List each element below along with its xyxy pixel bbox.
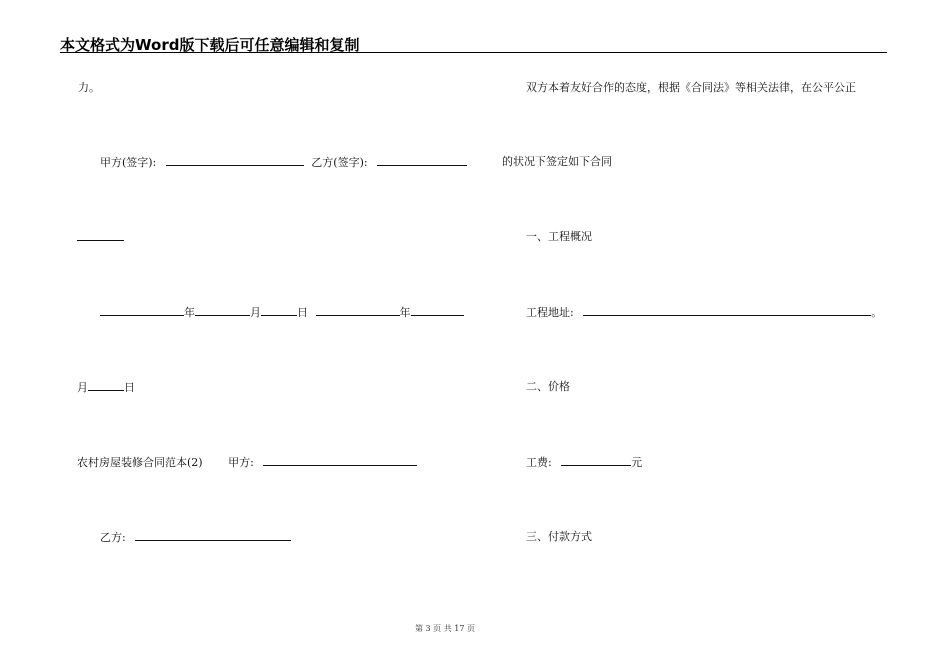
year-blank-2 <box>316 305 400 316</box>
fee-line <box>526 455 642 470</box>
signature-line <box>100 155 467 170</box>
section-3-heading: 三、付款方式 <box>526 530 592 543</box>
contract-title: 农村房屋装修合同范本(2) <box>77 456 203 469</box>
party-a-sign-blank <box>166 155 304 166</box>
document-header-title: 本文格式为Word版下载后可任意编辑和复制 <box>60 36 360 54</box>
page-number: 第 3 页 共 17 页 <box>415 624 475 633</box>
section-1-heading: 一、工程概况 <box>526 230 592 243</box>
party-a-label: 甲方: <box>228 456 254 469</box>
month-mark-1: 月 <box>250 306 261 319</box>
intro-text-1: 双方本着友好合作的态度，根据《合同法》等相关法律，在公平公正 <box>526 81 856 94</box>
party-a-sign-label: 甲方(签字): <box>100 156 157 169</box>
fee-label: 工费: <box>526 456 552 469</box>
year-mark-2: 年 <box>399 306 411 319</box>
day-blank-1 <box>261 305 297 316</box>
party-b-line <box>100 530 291 545</box>
day-mark-1: 日 <box>297 306 308 319</box>
year-mark-1: 年 <box>184 306 195 319</box>
party-a-blank <box>263 455 417 466</box>
month-mark-2: 月 <box>77 381 88 394</box>
date-line <box>100 305 464 320</box>
day-mark-2: 日 <box>124 381 135 394</box>
month-blank-1 <box>195 305 250 316</box>
text-li: 力。 <box>78 81 100 94</box>
fee-unit: 元 <box>631 456 643 469</box>
party-b-label: 乙方: <box>100 531 126 544</box>
continuation-blank <box>77 230 124 241</box>
section-2-heading: 二、价格 <box>526 380 570 393</box>
header-divider <box>60 52 887 53</box>
party-b-sign-label: 乙方(签字): <box>311 156 368 169</box>
date-line-continuation <box>77 380 135 395</box>
intro-text-2: 的状况下签定如下合同 <box>502 155 612 168</box>
year-blank-1 <box>100 305 184 316</box>
month-continuation-blank <box>411 305 464 316</box>
address-blank <box>583 305 871 316</box>
address-end-mark: 。 <box>871 306 883 319</box>
address-line <box>526 305 882 320</box>
address-label: 工程地址: <box>526 306 574 319</box>
day-blank-2 <box>88 380 124 391</box>
signature-continuation <box>77 230 124 245</box>
party-b-sign-blank <box>377 155 467 166</box>
party-b-blank <box>135 530 291 541</box>
contract-title-line <box>77 455 417 470</box>
fee-blank <box>561 455 631 466</box>
